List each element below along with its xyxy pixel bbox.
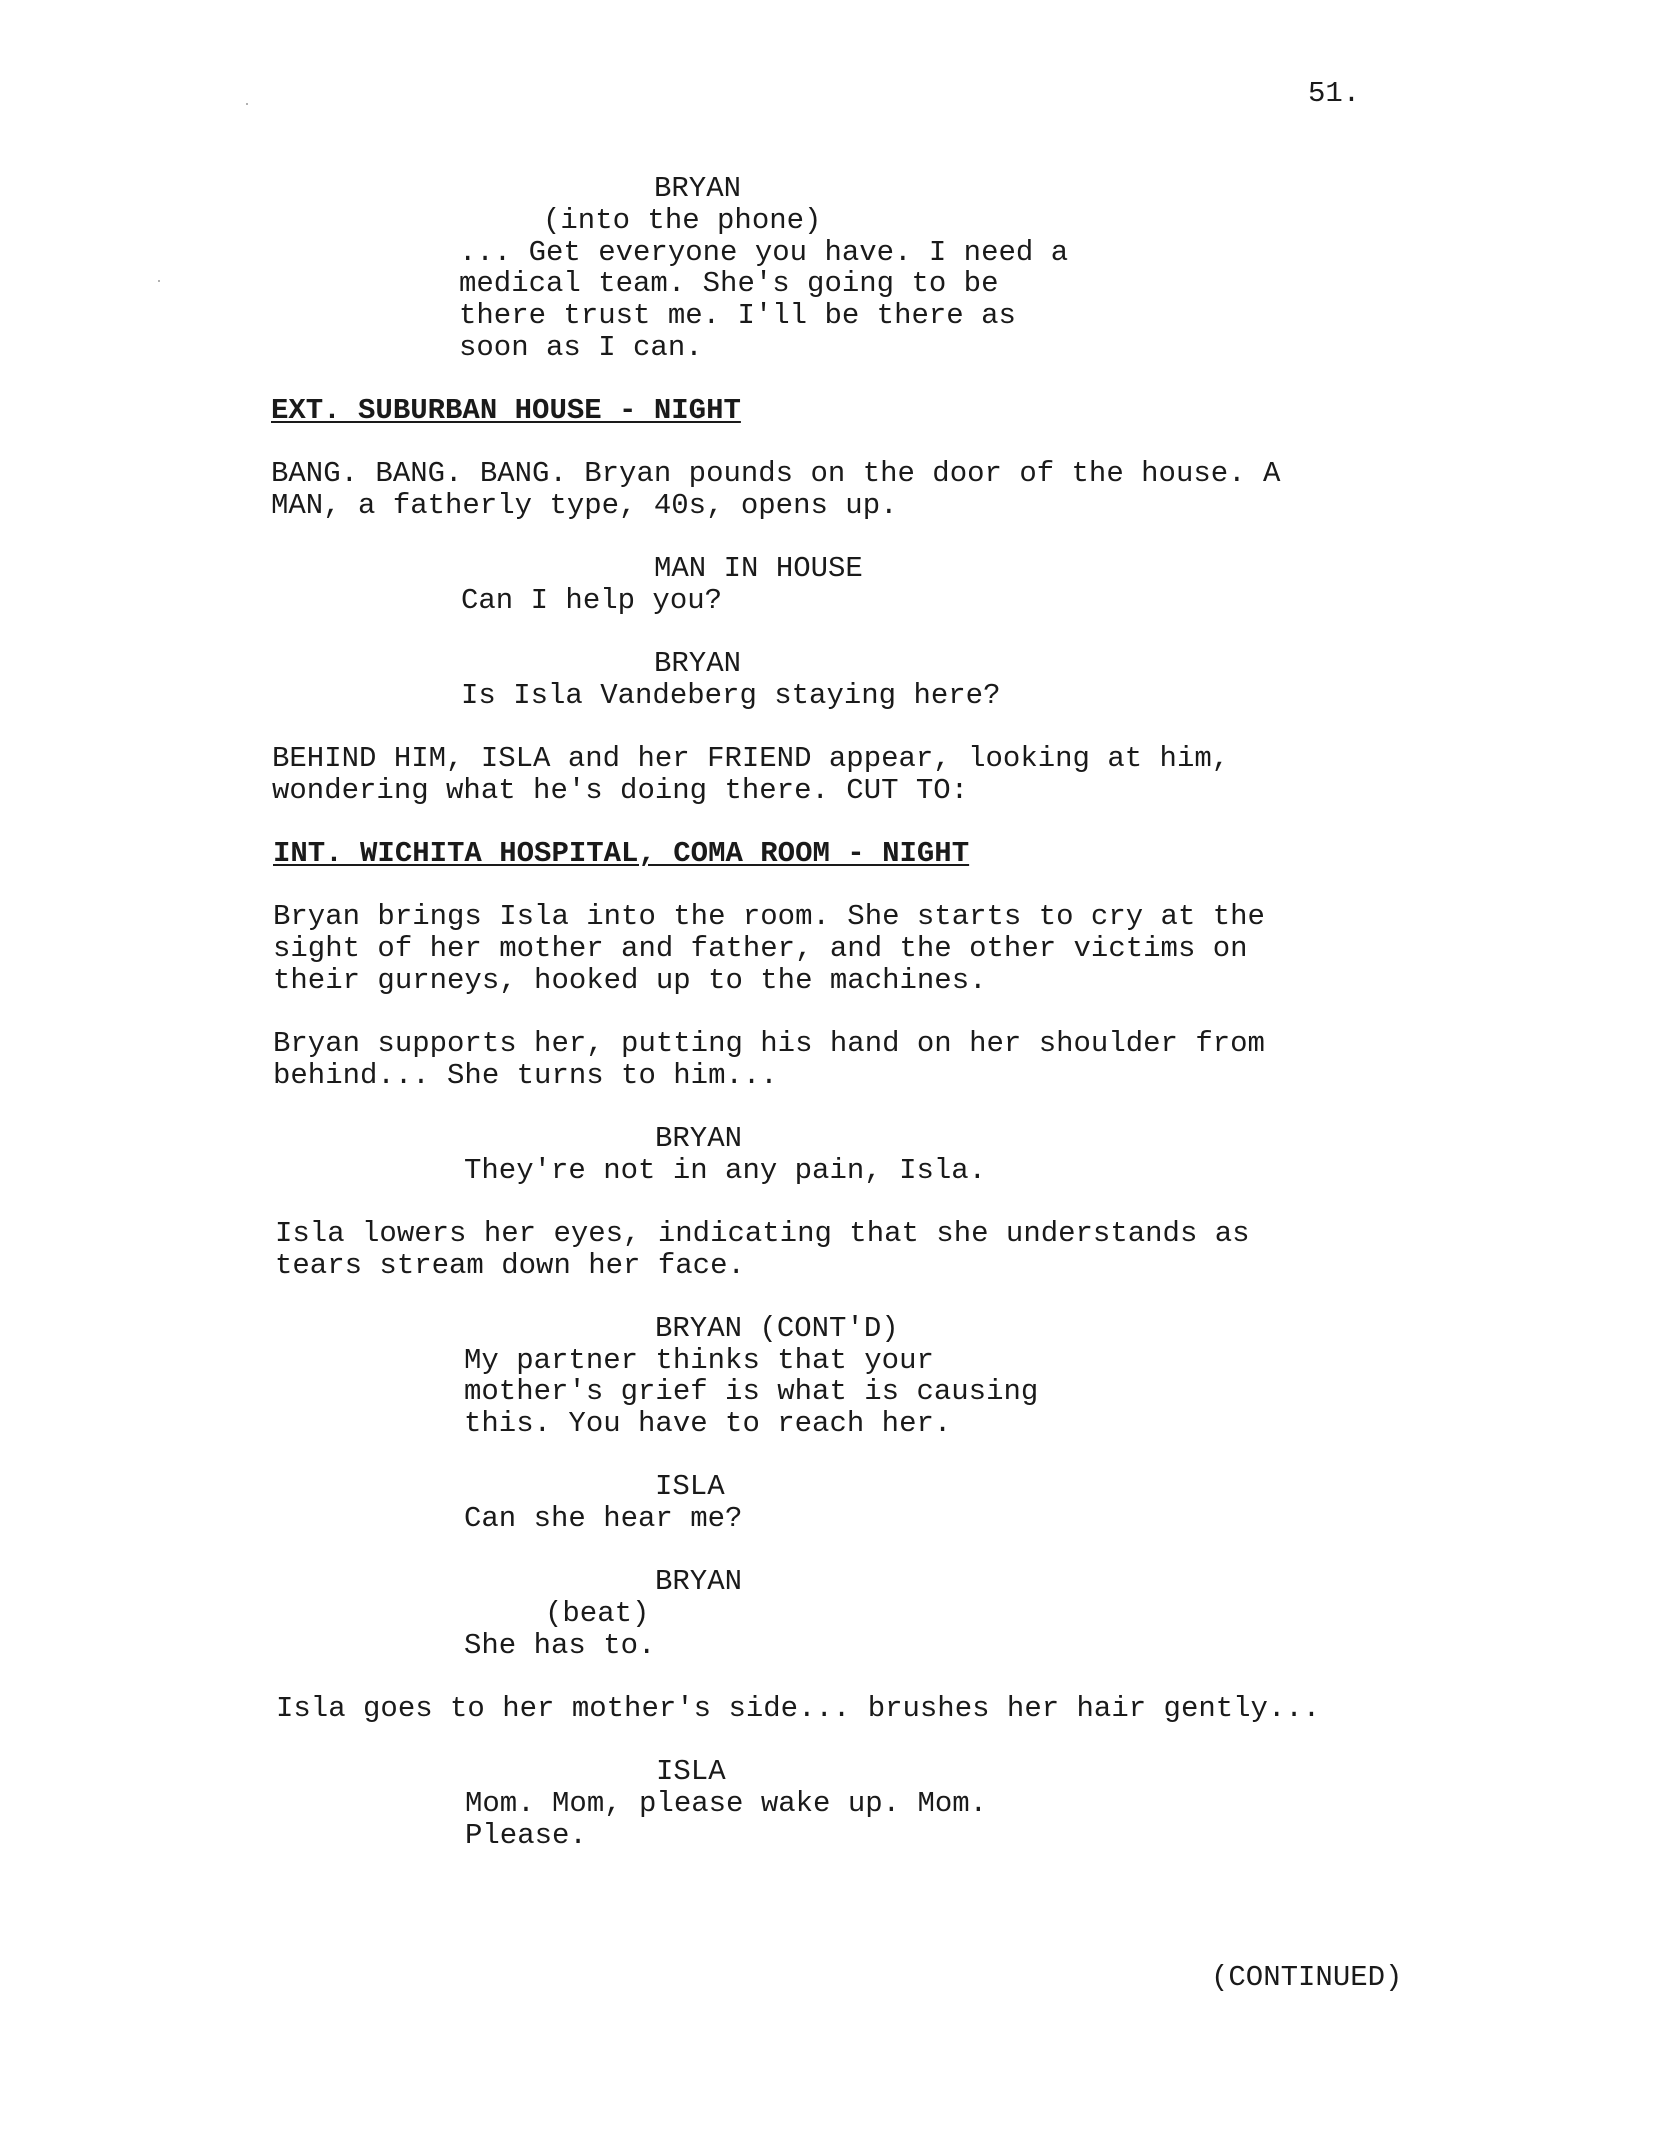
dialogue-line: My partner thinks that your <box>464 1344 934 1377</box>
character-cue: BRYAN <box>654 647 742 680</box>
character-cue: BRYAN (CONT'D) <box>655 1312 899 1345</box>
action-line: Isla lowers her eyes, indicating that she understands as <box>275 1217 1250 1250</box>
dialogue-line: She has to. <box>464 1629 656 1662</box>
scan-speck <box>158 280 160 282</box>
dialogue-line: Please. <box>465 1819 587 1852</box>
dialogue-line: Is Isla Vandeberg staying here? <box>461 679 1001 712</box>
dialogue-line: ... Get everyone you have. I need a <box>459 236 1069 269</box>
scan-speck <box>246 103 248 105</box>
character-cue: ISLA <box>655 1470 725 1503</box>
action-line: their gurneys, hooked up to the machines. <box>273 964 987 997</box>
dialogue-line: this. You have to reach her. <box>464 1407 952 1440</box>
character-cue: ISLA <box>656 1755 726 1788</box>
scene-heading: INT. WICHITA HOSPITAL, COMA ROOM - NIGHT <box>273 837 970 870</box>
dialogue-line: Can I help you? <box>461 584 723 617</box>
parenthetical: (beat) <box>545 1597 650 1630</box>
character-cue: MAN IN HOUSE <box>654 552 863 585</box>
scene-heading: EXT. SUBURBAN HOUSE - NIGHT <box>271 394 741 427</box>
dialogue-line: medical team. She's going to be <box>459 267 999 300</box>
action-line: BANG. BANG. BANG. Bryan pounds on the door of the house. A <box>271 457 1281 490</box>
action-line: Bryan brings Isla into the room. She starts to cry at the <box>273 900 1265 933</box>
action-line: MAN, a fatherly type, 40s, opens up. <box>271 489 898 522</box>
parenthetical: (into the phone) <box>543 204 822 237</box>
page-number: 51. <box>1308 77 1361 110</box>
action-line: tears stream down her face. <box>275 1249 745 1282</box>
action-line: wondering what he's doing there. CUT TO: <box>272 774 969 807</box>
character-cue: BRYAN <box>654 172 742 205</box>
action-line: BEHIND HIM, ISLA and her FRIEND appear, looking at him, <box>272 742 1230 775</box>
action-line: Bryan supports her, putting his hand on her shoulder from <box>273 1027 1265 1060</box>
action-line: Isla goes to her mother's side... brushes her hair gently... <box>276 1692 1321 1725</box>
dialogue-line: They're not in any pain, Isla. <box>464 1154 987 1187</box>
dialogue-line: mother's grief is what is causing <box>464 1375 1039 1408</box>
action-line: sight of her mother and father, and the other victims on <box>273 932 1248 965</box>
dialogue-line: there trust me. I'll be there as <box>459 299 1016 332</box>
action-line: behind... She turns to him... <box>273 1059 778 1092</box>
continued-marker: (CONTINUED) <box>1211 1961 1403 1994</box>
character-cue: BRYAN <box>655 1565 743 1598</box>
dialogue-line: Mom. Mom, please wake up. Mom. <box>465 1787 988 1820</box>
dialogue-line: soon as I can. <box>459 331 703 364</box>
dialogue-line: Can she hear me? <box>464 1502 743 1535</box>
character-cue: BRYAN <box>655 1122 743 1155</box>
